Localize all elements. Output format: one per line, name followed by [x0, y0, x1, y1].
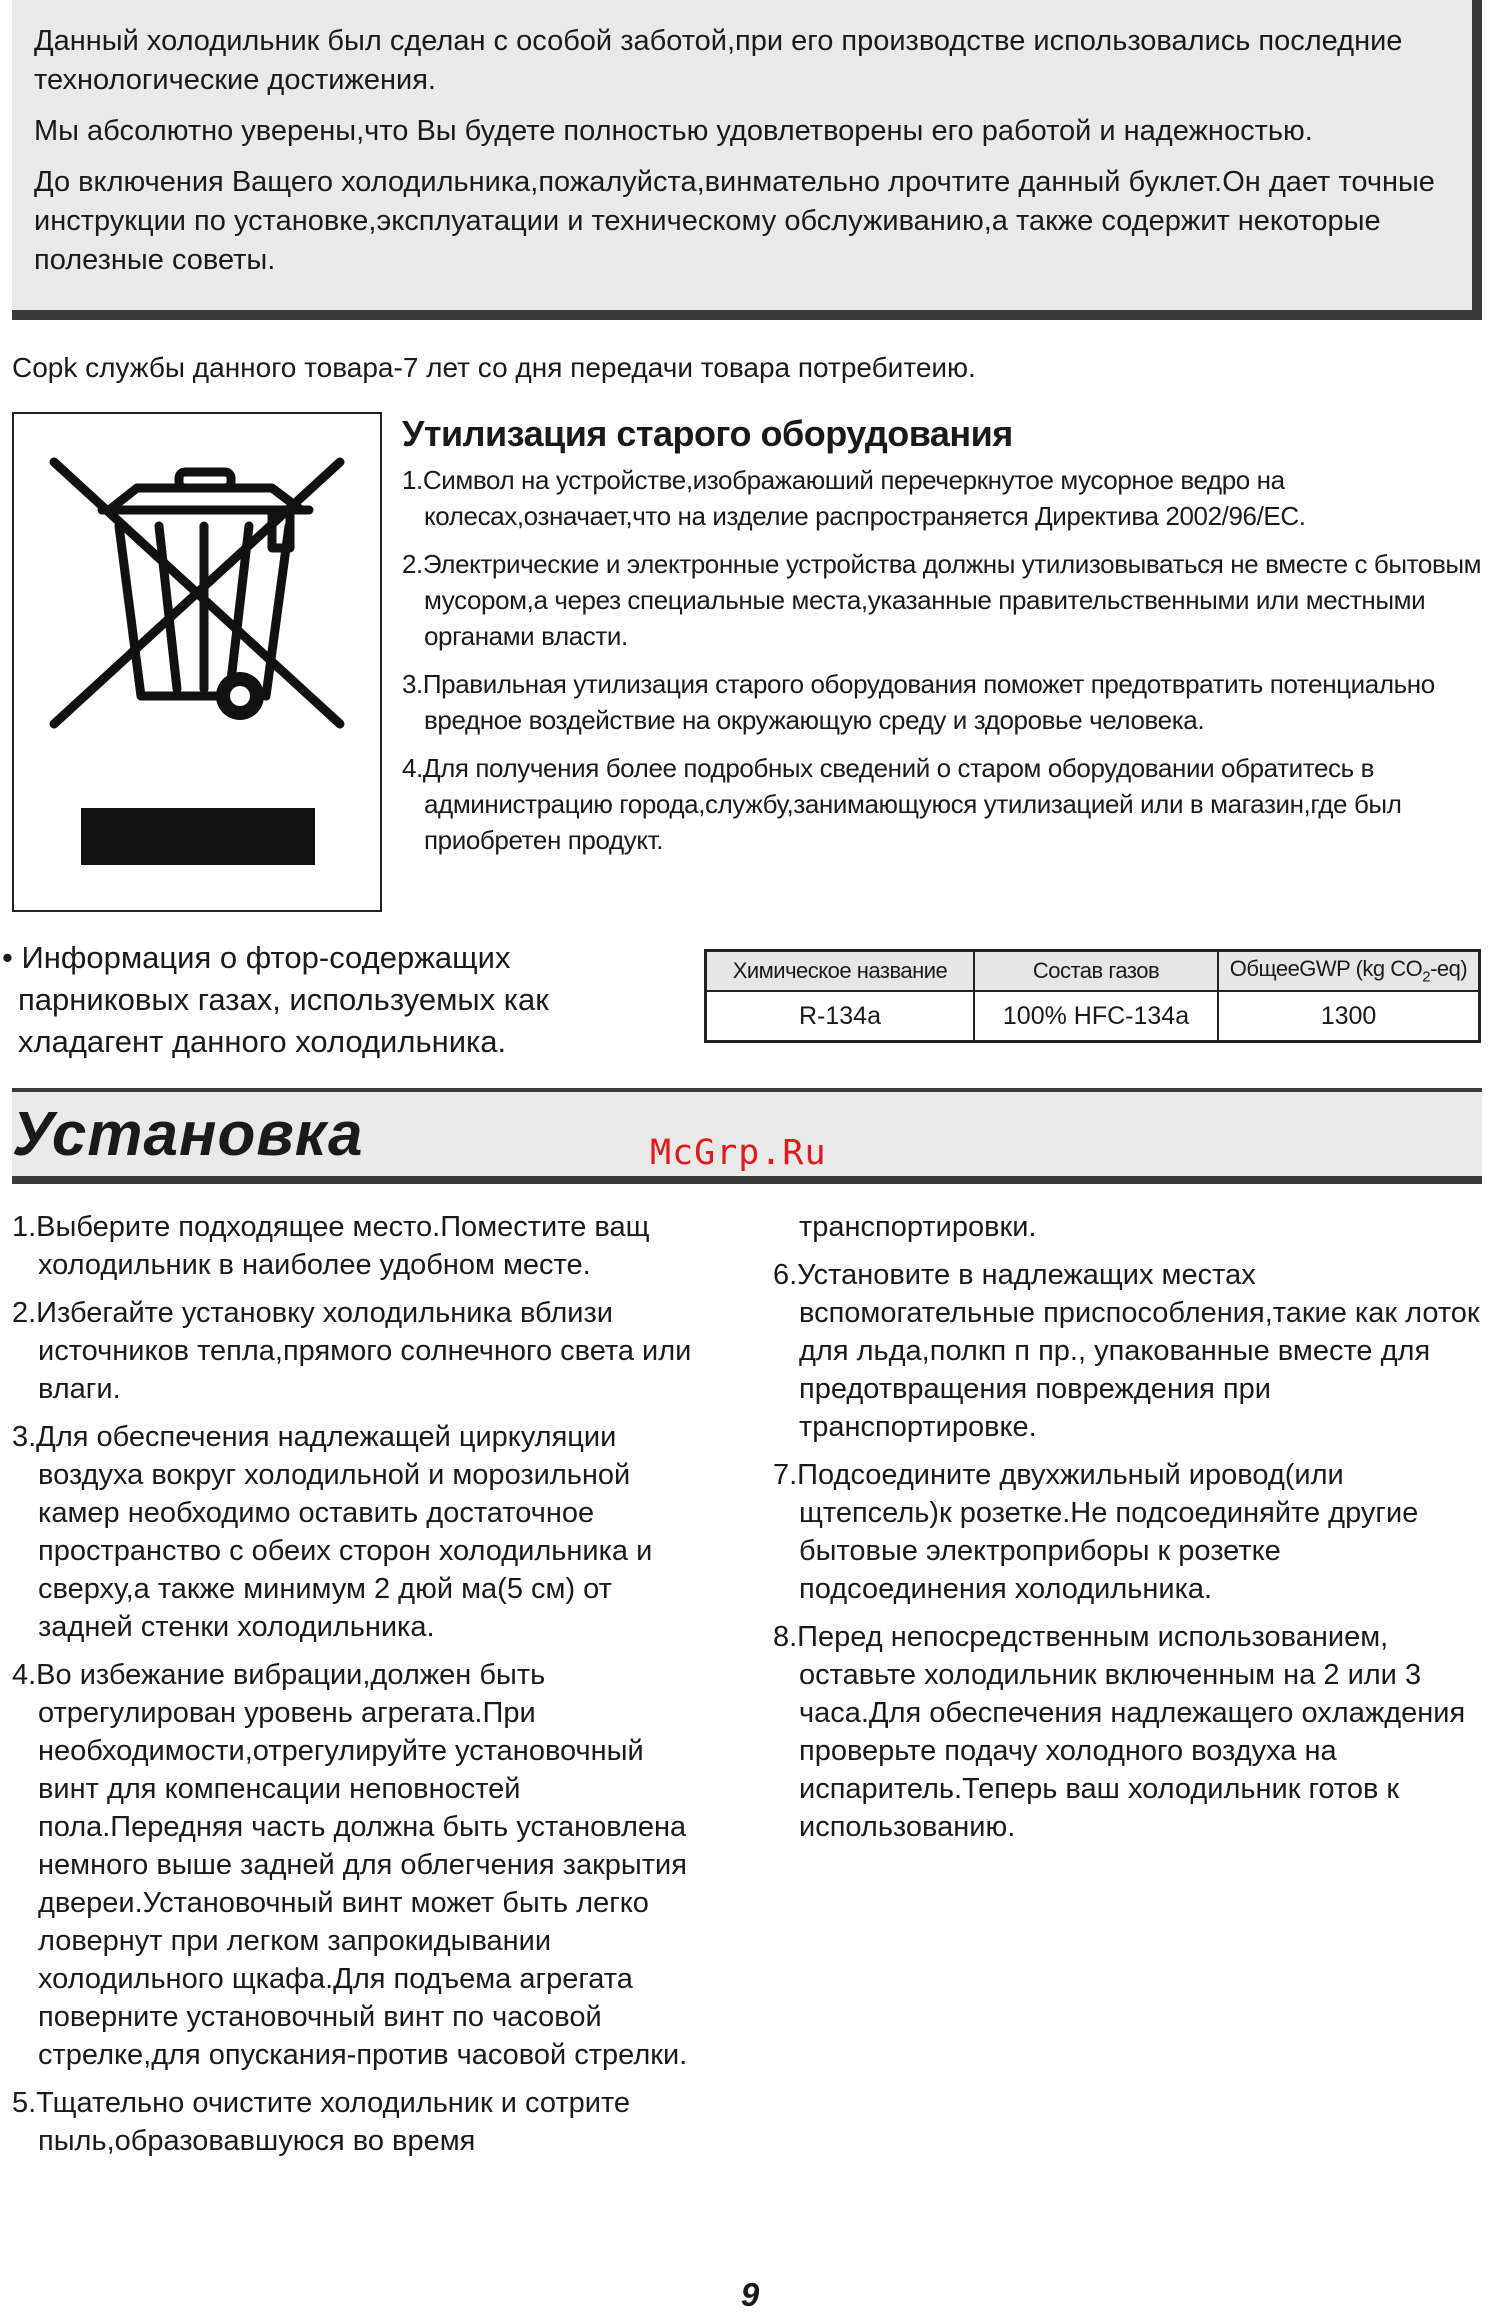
cell-gas-composition: 100% HFC-134a: [974, 991, 1218, 1042]
fgas-note: • Информация о фтор-содержащих парниковых газах, используемых как хладагент данного холодильника.: [2, 940, 549, 1059]
intro-box: [12, 0, 1482, 320]
intro-paragraph: Данный холодильник был сделан с особой заботой,при его производстве использовались последние технологические достижения.: [34, 25, 1403, 96]
table-header-row: [706, 951, 1480, 992]
installation-step: 4.Во избежание вибрации,должен быть отрегулирован уровень агрегата.При необходимости,отрегулируйте установочный винт для компенсации неповностей пола.Передняя часть должна быть установлена немного выше задней для облегчения закрытия двереи.Установочный винт может быть легко ловернут при легком запрокидывании холодильного щкафа.Для подъема агрегата поверните установочный винт по часовой стрелке,для опускания-против часовой стрелки.: [12, 1659, 688, 2071]
service-life-text: Copk службы данного товара-7 лет со дня передачи товара потребитеию.: [12, 352, 976, 383]
installation-step-continuation: транспортировки.: [799, 1211, 1037, 1243]
installation-step: 5.Тщательно очистите холодильник и сотрите пыль,образовавшуюся во время: [12, 2087, 631, 2157]
installation-step: 1.Выберите подходящее место.Поместите ващ холодильник в наиболее удобном месте.: [12, 1211, 650, 1281]
installation-step: 6.Установите в надлежащих местах вспомогательные приспособления,такие как лоток для льда,полкп п пр., упакованные вместе для предотвращения повреждения при транспортировке.: [773, 1259, 1480, 1443]
disposal-item: 2.Электрические и электронные устройства должны утилизовываться не вместе с бытовым мусором,а через специальные места,указанные правительственными или местными органами власти.: [402, 549, 1482, 651]
intro-paragraph: До включения Ващего холодильника,пожалуйста,винмательно лрочтите данный буклет.Он дает точные инструкции по установке,эксплуатации и техническому обслуживанию,а также содержит некоторые полезные советы.: [34, 166, 1435, 276]
disposal-item: 1.Символ на устройстве,изображаюший перечеркнутое мусорное ведро на колесах,означает,что на изделие распространяется Директива 2002/96/EC.: [402, 465, 1306, 531]
disposal-title: Утилизация старого оборудования: [402, 413, 1013, 454]
weee-bar: [81, 808, 315, 865]
disposal-list: [402, 462, 1482, 858]
cell-total-gwp: 1300: [1218, 991, 1480, 1042]
crossed-out-wheelie-bin-icon: [14, 414, 380, 910]
page-number: 9: [740, 2276, 760, 2313]
installation-step: 7.Подсоедините двухжильный ировод(или щтепсель)к розетке.Не подсоединяйте другие бытовые электроприборы к розетке подсоединения холодильника.: [773, 1459, 1419, 1605]
table-row: [706, 991, 1480, 1042]
disposal-item: 3.Правильная утилизация старого оборудования поможет предотвратить потенциально вредное воздействие на окружающую среду и здоровье человека.: [402, 669, 1435, 735]
col-total-gwp: ОбщееGWP (kg $CO_2-eq$): [1218, 951, 1480, 992]
installation-title: Установка: [12, 1100, 364, 1169]
installation-step: 2.Избегайте установку холодильника вблизи источников тепла,прямого солнечного света или влаги.: [12, 1297, 692, 1405]
cell-chemical-name: R-134a: [706, 991, 975, 1042]
disposal-section: [402, 410, 1482, 870]
installation-step: 3.Для обеспечения надлежащей циркуляции воздуха вокруг холодильной и морозильной камер необходимо оставить достаточное пространство с обеих сторон холодильника и сверху,а также минимум 2 дюй ма(5 см) от задней стенки холодильника.: [12, 1421, 653, 1643]
refrigerant-table: [704, 949, 1481, 1043]
installation-steps-right: [773, 1208, 1483, 1856]
watermark: McGrp.Ru: [650, 1133, 827, 1173]
weee-symbol-frame: [12, 412, 382, 912]
col-gas-composition: Состав газов: [974, 951, 1218, 992]
intro-paragraph: Мы абсолютно уверены,что Вы будете полностью удовлетворены его работой и надежностью.: [34, 115, 1313, 147]
installation-steps-left: [12, 1208, 712, 2170]
disposal-item: 4.Для получения более подробных сведений о старом оборудовании обратитесь в администрацию города,службу,занимающуюся утилизацией или в магазин,где был приобретен продукт.: [402, 753, 1402, 855]
installation-step: 8.Перед непосредственным использованием, оставьте холодильник включенным на 2 или 3 часа.Для обеспечения надлежащего охлаждения проверьте подачу холодного воздуха на испаритель.Теперь ваш холодильник готов к использованию.: [773, 1621, 1466, 1843]
col-chemical-name: Химическое название: [706, 951, 975, 992]
